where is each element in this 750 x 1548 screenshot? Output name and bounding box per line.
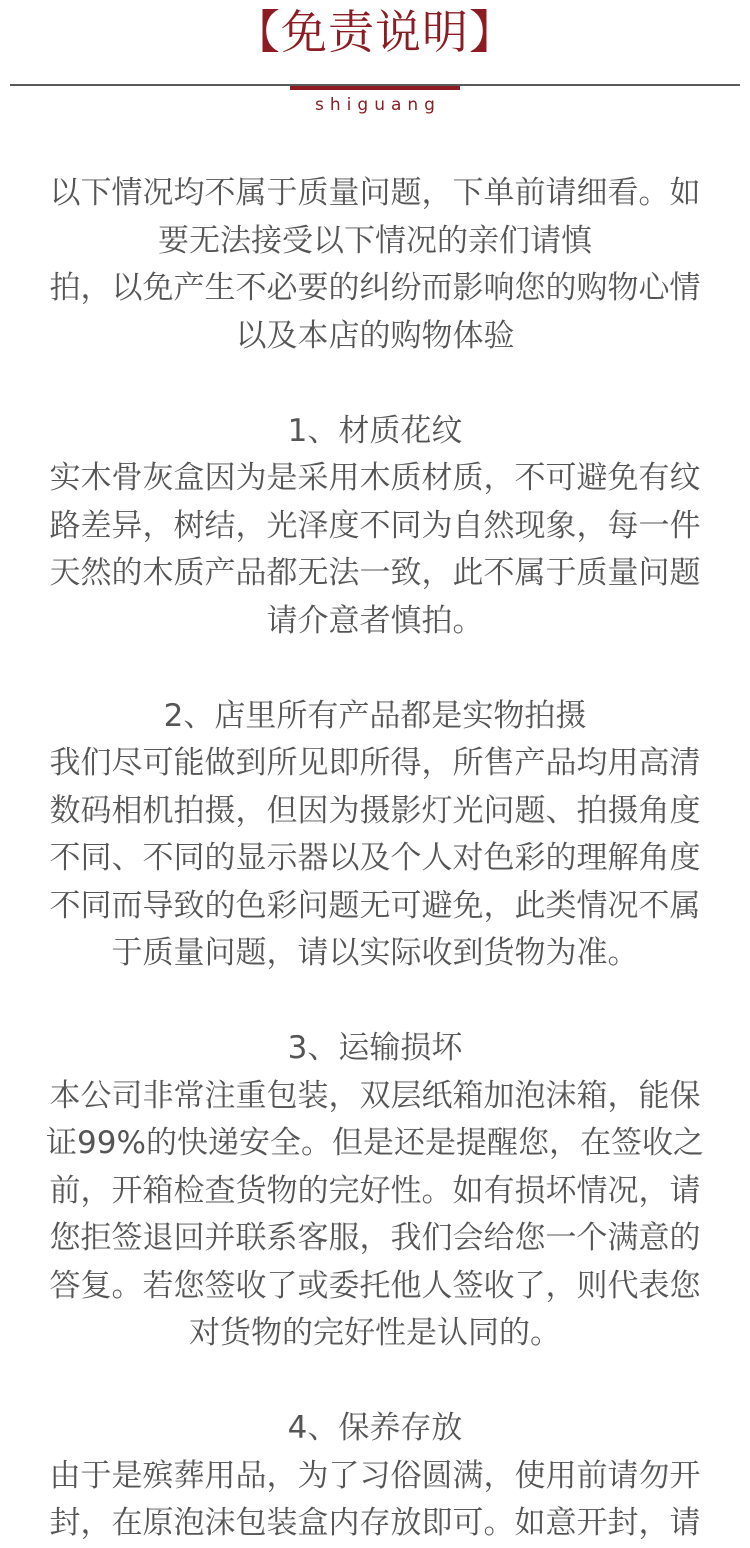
section-line: 不同而导致的色彩问题无可避免，此类情况不属 [49,887,701,924]
section-line: 前，开箱检查货物的完好性。如有损坏情况，请 [49,1172,701,1209]
page-subtitle: shiguang [315,95,441,115]
paragraph-gap [22,1358,728,1406]
section-line: 答复。若您签收了或委托他人签收了，则代表您 [49,1267,701,1304]
section-heading: 3、运输损坏 [287,1030,463,1066]
section-line: 天然的木质产品都无法一致，此不属于质量问题 [49,555,701,591]
section-line: 我们尽可能做到所见即所得，所售产品均用高清 [49,745,701,781]
paragraph-gap [22,978,728,1026]
page-title: 【免责说明】 [234,5,516,59]
section-line: 请介意者慎拍。 [266,602,484,639]
section-line: 证99%的快递安全。但是还是提醒您，在签收之 [46,1125,704,1161]
section-line: 封，在原泡沫包装盒内存放即可。如意开封，请 [49,1505,701,1541]
section-heading: 2、店里所有产品都是实物拍摄 [163,697,587,734]
intro-line: 以下情况均不属于质量问题，下单前请细看。如 [49,175,701,211]
section-line: 由于是殡葬用品，为了习俗圆满，使用前请勿开 [49,1457,701,1494]
section-line: 您拒签退回并联系客服，我们会给您一个满意的 [49,1220,701,1256]
section-line: 实木骨灰盒因为是采用木质材质，不可避免有纹 [49,460,701,496]
intro-line: 拍，以免产生不必要的纠纷而影响您的购物心情 [49,270,701,306]
paragraph-gap [22,645,728,693]
section-line: 路差异，树结，光泽度不同为自然现象，每一件 [49,507,701,544]
section-heading: 1、材质花纹 [287,412,463,449]
disclaimer-body [22,170,728,1548]
intro-line: 以及本店的购物体验 [235,317,515,354]
section-line: 不同、不同的显示器以及个人对色彩的理解角度 [49,840,701,876]
section-line: 数码相机拍摄，但因为摄影灯光问题、拍摄角度 [49,792,701,829]
section-line: 本公司非常注重包装，双层纸箱加泡沫箱，能保 [49,1077,701,1114]
section-line: 对货物的完好性是认同的。 [189,1315,561,1351]
paragraph-gap [22,360,728,408]
intro-line: 要无法接受以下情况的亲们请慎 [158,222,592,259]
section-line: 于质量问题，请以实际收到货物为准。 [111,935,639,971]
header-accent-bar [290,86,460,90]
section-heading: 4、保养存放 [287,1410,463,1446]
